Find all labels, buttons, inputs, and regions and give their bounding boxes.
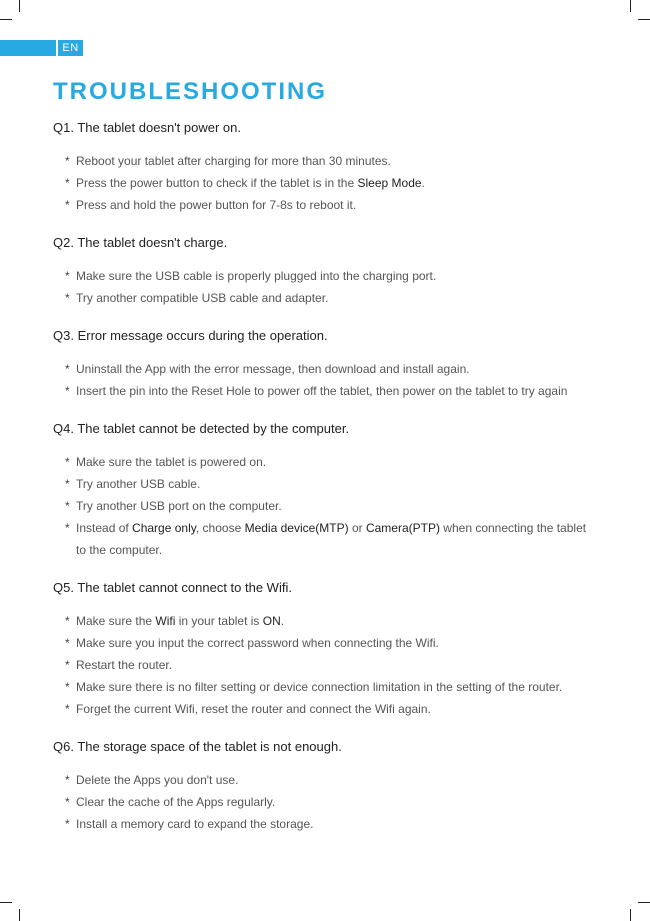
answer-highlight: Wifi [155, 614, 176, 628]
asterisk-bullet: * [65, 499, 70, 513]
answer-text: Press the power button to check if the tablet is in the [76, 176, 358, 190]
page-title: TROUBLESHOOTING [53, 78, 327, 105]
crop-mark [19, 0, 20, 12]
answer-item [53, 451, 598, 473]
answer-item [53, 791, 598, 813]
asterisk-bullet: * [65, 521, 70, 535]
answer-text: Try another compatible USB cable and adapter. [76, 291, 329, 305]
asterisk-bullet: * [65, 702, 70, 716]
question-heading: Q5. The tablet cannot connect to the Wifi. [53, 580, 292, 595]
answer-item [53, 172, 598, 194]
crop-mark [638, 19, 650, 20]
faq-list [53, 118, 598, 852]
answer-text: Try another USB cable. [76, 477, 201, 491]
crop-mark [0, 19, 12, 20]
asterisk-bullet: * [65, 795, 70, 809]
asterisk-bullet: * [65, 636, 70, 650]
answer-item [53, 676, 598, 698]
answer-item [53, 473, 598, 495]
answer-item [53, 654, 598, 676]
answer-list [53, 610, 598, 720]
faq-section-q1 [53, 118, 598, 216]
crop-mark [630, 0, 631, 12]
answer-list [53, 265, 598, 309]
answer-item [53, 495, 598, 517]
asterisk-bullet: * [65, 154, 70, 168]
answer-item [53, 698, 598, 720]
answer-item [53, 632, 598, 654]
answer-item [53, 769, 598, 791]
answer-list [53, 150, 598, 216]
asterisk-bullet: * [65, 384, 70, 398]
answer-item [53, 358, 598, 380]
answer-text: , choose [195, 521, 245, 535]
answer-text: Make sure there is no filter setting or device connection limitation in the setting of the router. [76, 680, 563, 694]
answer-item [53, 610, 598, 632]
header-accent-bar [0, 40, 56, 56]
faq-section-q2 [53, 233, 598, 309]
asterisk-bullet: * [65, 362, 70, 376]
asterisk-bullet: * [65, 477, 70, 491]
asterisk-bullet: * [65, 455, 70, 469]
answer-text: Make sure the [76, 614, 156, 628]
crop-mark [0, 902, 12, 903]
answer-item [53, 194, 598, 216]
faq-section-q4 [53, 419, 598, 561]
answer-text: Install a memory card to expand the storage. [76, 817, 314, 831]
asterisk-bullet: * [65, 614, 70, 628]
asterisk-bullet: * [65, 773, 70, 787]
asterisk-bullet: * [65, 176, 70, 190]
answer-text: Instead of [76, 521, 133, 535]
question-heading: Q4. The tablet cannot be detected by the computer. [53, 421, 350, 436]
answer-item [53, 517, 598, 561]
answer-item [53, 813, 598, 835]
faq-section-q6 [53, 737, 598, 835]
answer-text: Restart the router. [76, 658, 173, 672]
answer-item [53, 265, 598, 287]
crop-mark [638, 902, 650, 903]
asterisk-bullet: * [65, 658, 70, 672]
answer-text: Try another USB port on the computer. [76, 499, 282, 513]
answer-item [53, 380, 598, 402]
question-heading: Q1. The tablet doesn't power on. [53, 120, 241, 135]
answer-item [53, 287, 598, 309]
answer-text: Forget the current Wifi, reset the router and connect the Wifi again. [76, 702, 431, 716]
answer-text: Delete the Apps you don't use. [76, 773, 239, 787]
asterisk-bullet: * [65, 291, 70, 305]
answer-text: in your tablet is [175, 614, 263, 628]
answer-list [53, 451, 598, 561]
answer-item [53, 150, 598, 172]
answer-text: . [280, 614, 285, 628]
asterisk-bullet: * [65, 680, 70, 694]
answer-highlight: Sleep Mode [357, 176, 422, 190]
answer-highlight: Charge only [132, 521, 196, 535]
answer-text: Uninstall the App with the error message, then download and install again. [76, 362, 470, 376]
answer-highlight: ON [262, 614, 281, 628]
asterisk-bullet: * [65, 817, 70, 831]
crop-mark [630, 909, 631, 921]
faq-section-q5 [53, 578, 598, 720]
answer-text: Make sure the USB cable is properly plugged into the charging port. [76, 269, 437, 283]
question-heading: Q3. Error message occurs during the operation. [53, 328, 328, 343]
answer-list [53, 358, 598, 402]
answer-text: Insert the pin into the Reset Hole to power off the tablet, then power on the tablet to try again [76, 384, 568, 398]
faq-section-q3 [53, 326, 598, 402]
answer-highlight: Camera(PTP) [365, 521, 440, 535]
answer-text: or [348, 521, 366, 535]
answer-text: . [421, 176, 425, 190]
answer-text: Make sure you input the correct password when connecting the Wifi. [76, 636, 439, 650]
answer-text: Press and hold the power button for 7-8s to reboot it. [76, 198, 357, 212]
question-heading: Q6. The storage space of the tablet is not enough. [53, 739, 342, 754]
crop-mark [19, 909, 20, 921]
asterisk-bullet: * [65, 198, 70, 212]
question-heading: Q2. The tablet doesn't charge. [53, 235, 228, 250]
answer-text: Reboot your tablet after charging for more than 30 minutes. [76, 154, 391, 168]
answer-text: when connecting the tablet to the computer. [76, 521, 587, 557]
answer-list [53, 769, 598, 835]
language-tag: EN [58, 40, 83, 56]
answer-text: Clear the cache of the Apps regularly. [76, 795, 276, 809]
answer-text: Make sure the tablet is powered on. [76, 455, 267, 469]
answer-highlight: Media device(MTP) [244, 521, 349, 535]
asterisk-bullet: * [65, 269, 70, 283]
